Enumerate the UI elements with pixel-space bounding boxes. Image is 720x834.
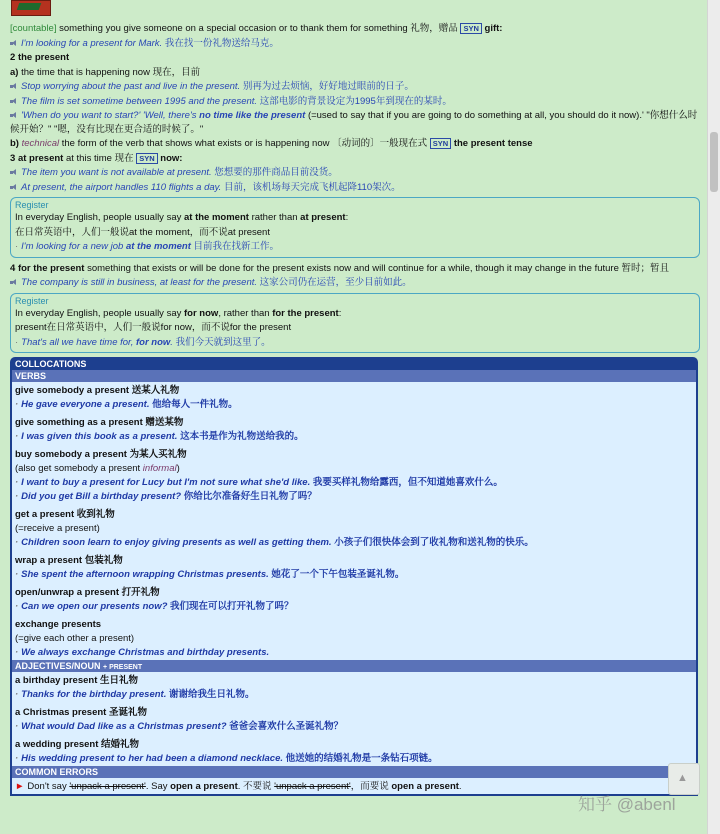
example: The item you want is not available at present. 您想要的那件商品目前没货。 [10, 166, 700, 181]
adjectives-list [12, 672, 696, 766]
scroll-thumb[interactable] [710, 132, 718, 192]
collocation-item: exchange presents (=give each other a present) · We always exchange Christmas and birthday presents. [15, 618, 693, 660]
register-box: Register In everyday English, people usually say at the moment rather than at present: 在日常英语中，人们一般说at the moment，而不说at present · I'm looking for a new job at the moment 目前我在找新工作。 [10, 197, 700, 258]
book-logo-icon [11, 0, 51, 16]
example: · I was given this book as a present. 这本书是作为礼物送给我的。 [15, 431, 304, 442]
collocation-item: wrap a present 包装礼物 · She spent the afternoon wrapping Christmas presents. 她花了一个下午包装圣诞礼物。 [15, 554, 693, 582]
collocations-box [10, 357, 698, 796]
speaker-icon[interactable] [10, 112, 17, 119]
collocation-item: give something as a present 赠送某物 · I was given this book as a present. 这本书是作为礼物送给我的。 [15, 416, 693, 444]
register-title: Register [15, 295, 49, 306]
example: · What would Dad like as a Christmas present? 爸爸会喜欢什么圣诞礼物？ [15, 721, 344, 732]
example: Stop worrying about the past and live in the present. 别再为过去烦恼，好好地过眼前的日子。 [10, 80, 700, 95]
collocation-item: a birthday present 生日礼物 · Thanks for the birthday present. 谢谢给我生日礼物。 [15, 674, 693, 702]
example: · Children soon learn to enjoy giving presents as well as getting them. 小孩子们很快体会到了收礼物和送礼物的快乐。 [15, 537, 534, 548]
example: · His wedding present to her had been a diamond necklace. 他送她的结婚礼物是一条钻石项链。 [15, 753, 438, 764]
speaker-icon[interactable] [10, 40, 17, 47]
sense-3-definition: 3 at present at this time 现在 SYN now: [10, 152, 183, 164]
example: I'm looking for a present for Mark. 我在找一份礼物送给马克。 [10, 37, 700, 52]
speaker-icon[interactable] [10, 169, 17, 176]
collocation-item: give somebody a present 送某人礼物 · He gave everyone a present. 他给每人一件礼物。 [15, 384, 693, 412]
example: · Can we open our presents now? 我们现在可以打开礼物了吗？ [15, 601, 294, 612]
example: At present, the airport handles 110 flights a day. 目前，该机场每天完成飞机起降110架次。 [10, 181, 700, 196]
sense-2b-definition: b) technical the form of the verb that shows what exists or is happening now 〔动词的〕一般现在式 SYN the present tense [10, 138, 533, 149]
red-arrow-icon: ► [15, 781, 25, 792]
example: · I'm looking for a new job at the moment 目前我在找新工作。 [15, 241, 280, 252]
sense-2a-definition: a) the time that is happening now 现在，目前 [10, 66, 201, 78]
example: · He gave everyone a present. 他给每人一件礼物。 [15, 399, 238, 410]
collocations-title: COLLOCATIONS [12, 359, 696, 370]
watermark: 知乎 @abenl [578, 795, 676, 814]
adjectives-header: ADJECTIVES/NOUN + PRESENT [12, 660, 696, 672]
speaker-icon[interactable] [10, 279, 17, 286]
example: · Did you get Bill a birthday present? 你给比尔准备好生日礼物了吗？ [15, 491, 317, 502]
example: The company is still in business, at least for the present. 这家公司仍在运营，至少目前如此。 [10, 276, 700, 291]
sense-2-head: 2 the present [10, 52, 70, 63]
example: The film is set sometime between 1995 and the present. 这部电影的背景设定为1995年到现在的某时。 [10, 95, 700, 110]
sense-4-definition: 4 for the present something that exists or will be done for the present exists now and will continue for a while, though it may change in the future 暂时；暂且 [10, 262, 670, 274]
syn-badge[interactable]: SYN [430, 138, 451, 149]
entry-content [10, 22, 700, 796]
sense-1-definition: [countable] something you give someone on a special occasion or to thank them for something 礼物，赠品 SYN gift: [10, 23, 503, 34]
syn-badge[interactable]: SYN [136, 153, 157, 164]
collocation-item: get a present 收到礼物 (=receive a present) · Children soon learn to enjoy giving presents as well as getting them. 小孩子们很快体会到了收礼物和送礼物的快乐。 [15, 508, 693, 550]
verbs-list [12, 382, 696, 660]
example: · I want to buy a present for Lucy but I'm not sure what she'd like. 我要买样礼物给露西，但不知道她喜欢什么。 [15, 477, 503, 488]
register-title: Register [15, 200, 49, 210]
speaker-icon[interactable] [10, 98, 17, 105]
collocation-item: buy somebody a present 为某人买礼物 (also get somebody a present informal) · I want to buy a present for Lucy but I'm not sure what she'd like. 我要买样礼物给露西，但不知道她喜欢什么。 · Did you get Bill a birthday present? 你给比尔准备好生日礼物了吗？ [15, 448, 693, 504]
example: 'When do you want to start?' 'Well, there's no time like the present (=used to say that if you are going to do something at all, you should do it now).' "你想什么时候开始？" "嗯，没有比现在更合适的时候了。" [10, 110, 698, 135]
example: · We always exchange Christmas and birthday presents. [15, 647, 270, 658]
collocation-item: a wedding present 结婚礼物 · His wedding present to her had been a diamond necklace. 他送她的结婚礼物是一条钻石项链。 [15, 738, 693, 766]
verbs-header: VERBS [12, 370, 696, 382]
example: · Thanks for the birthday present. 谢谢给我生日礼物。 [15, 689, 255, 700]
example: · She spent the afternoon wrapping Christmas presents. 她花了一个下午包装圣诞礼物。 [15, 569, 405, 580]
common-errors-header: COMMON ERRORS [12, 766, 696, 778]
syn-badge[interactable]: SYN [460, 23, 481, 34]
speaker-icon[interactable] [10, 184, 17, 191]
speaker-icon[interactable] [10, 83, 17, 90]
register-box: Register In everyday English, people usually say for now, rather than for the present: present在日常英语中，人们一般说for now，而不说for the present · That's all we have time for, for now. 我们今天就到这里了。 [10, 293, 700, 354]
scrollbar[interactable] [707, 0, 720, 834]
example: · That's all we have time for, for now. 我们今天就到这里了。 [15, 336, 271, 348]
collocation-item: a Christmas present 圣诞礼物 · What would Dad like as a Christmas present? 爸爸会喜欢什么圣诞礼物？ [15, 706, 693, 734]
collocation-item: open/unwrap a present 打开礼物 · Can we open our presents now? 我们现在可以打开礼物了吗？ [15, 586, 693, 614]
common-errors-body: ► Don't say 'unpack a present'. Say open a present. 不要说 'unpack a present'，而要说 open a present. [15, 781, 462, 792]
scroll-top-icon: ▲ [677, 772, 688, 784]
